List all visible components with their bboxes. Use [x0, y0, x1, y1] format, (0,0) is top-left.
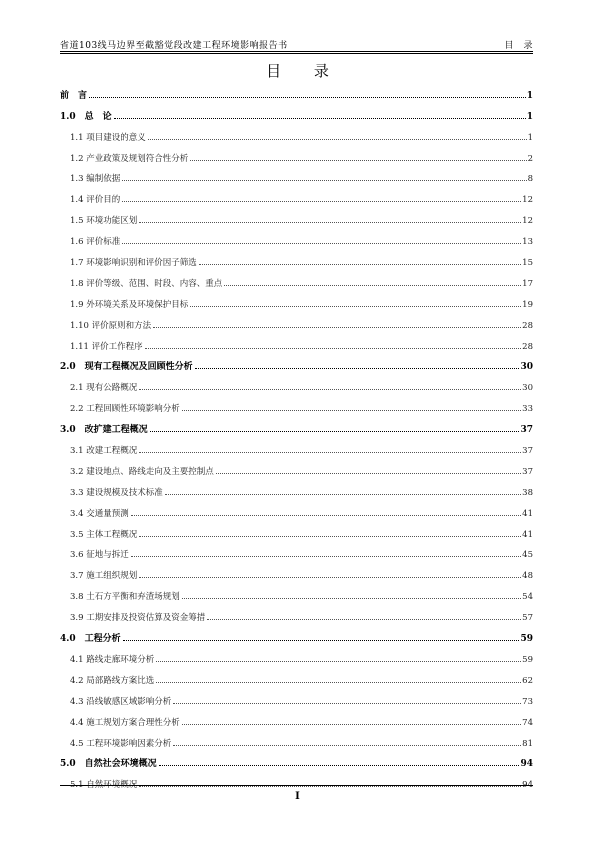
- toc-section-entry[interactable]: [60, 143, 533, 164]
- toc-entry-page: 33: [522, 404, 533, 415]
- toc-entry-page: 54: [522, 592, 533, 603]
- toc-entry-label: 3.8 土石方平衡和弃渣场规划: [70, 592, 180, 603]
- toc-entry-label: 2.0 现有工程概况及回顾性分析: [60, 362, 193, 373]
- footer-rule: [60, 785, 533, 786]
- toc-entry-page: 1: [526, 111, 533, 122]
- toc-section-entry[interactable]: [60, 644, 533, 665]
- toc-dot-leader: [182, 724, 521, 725]
- toc-entry-page: 57: [522, 613, 533, 624]
- toc-entry-page: 81: [522, 738, 533, 749]
- toc-dot-leader: [153, 327, 521, 328]
- toc-entry-page: 17: [522, 278, 533, 289]
- toc-dot-leader: [122, 180, 526, 181]
- toc-entry-label: 1.11 评价工作程序: [70, 341, 143, 352]
- toc-entry-label: 4.3 沿线敏感区域影响分析: [70, 696, 172, 707]
- toc-entry-page: 1: [527, 132, 533, 143]
- toc-dot-leader: [195, 368, 520, 369]
- toc-dot-leader: [182, 410, 521, 411]
- toc-section-entry[interactable]: [60, 665, 533, 686]
- toc-section-entry[interactable]: [60, 393, 533, 414]
- toc-section-entry[interactable]: [60, 435, 533, 456]
- toc-entry-page: 73: [522, 696, 533, 707]
- toc-chapter-entry[interactable]: [60, 101, 533, 122]
- toc-entry-label: 4.1 路线走廊环境分析: [70, 654, 155, 665]
- toc-dot-leader: [131, 556, 521, 557]
- toc-section-entry[interactable]: [60, 519, 533, 540]
- toc-dot-leader: [173, 745, 521, 746]
- toc-dot-leader: [159, 765, 520, 766]
- toc-entry-page: 28: [522, 341, 533, 352]
- toc-chapter-entry[interactable]: [60, 352, 533, 373]
- toc-dot-leader: [148, 139, 527, 140]
- toc-chapter-entry[interactable]: [60, 414, 533, 435]
- toc-entry-page: 12: [522, 195, 533, 206]
- toc-entry-page: 37: [520, 425, 533, 436]
- toc-entry-label: 1.2 产业政策及规划符合性分析: [70, 153, 189, 164]
- toc-dot-leader: [173, 703, 521, 704]
- toc-dot-leader: [165, 494, 521, 495]
- toc-section-entry[interactable]: [60, 247, 533, 268]
- toc-dot-leader: [139, 577, 521, 578]
- toc-entry-page: 41: [522, 508, 533, 519]
- toc-entry-label: 3.0 改扩建工程概况: [60, 425, 148, 436]
- toc-entry-label: 2.1 现有公路概况: [70, 383, 138, 394]
- toc-entry-label: 3.7 施工组织规划: [70, 571, 138, 582]
- toc-entry-page: 94: [520, 759, 533, 770]
- toc-dot-leader: [199, 264, 521, 265]
- header-document-title: 省道103线马边界至截豁觉段改建工程环境影响报告书: [60, 41, 288, 51]
- toc-dot-leader: [139, 452, 521, 453]
- running-header: [60, 38, 533, 52]
- toc-entry-label: 3.6 征地与拆迁: [70, 550, 129, 561]
- toc-section-entry[interactable]: [60, 581, 533, 602]
- toc-entry-label: 3.2 建设地点、路线走向及主要控制点: [70, 466, 214, 477]
- toc-section-entry[interactable]: [60, 728, 533, 749]
- toc-entry-label: 1.1 项目建设的意义: [70, 132, 146, 143]
- toc-section-entry[interactable]: [60, 498, 533, 519]
- toc-entry-page: 1: [526, 90, 533, 101]
- toc-dot-leader: [224, 285, 521, 286]
- toc-entry-page: 30: [520, 362, 533, 373]
- toc-entry-label: 4.2 局部路线方案比选: [70, 675, 155, 686]
- toc-chapter-entry[interactable]: [60, 749, 533, 770]
- toc-entry-page: 37: [522, 466, 533, 477]
- toc-entry-page: 59: [520, 634, 533, 645]
- toc-entry-page: 38: [522, 487, 533, 498]
- toc-section-entry[interactable]: [60, 122, 533, 143]
- toc-section-entry[interactable]: [60, 372, 533, 393]
- toc-section-entry[interactable]: [60, 560, 533, 581]
- toc-entry-page: 74: [522, 717, 533, 728]
- toc-dot-leader: [139, 222, 521, 223]
- toc-entry-label: 前 言: [60, 90, 88, 101]
- toc-entry-page: 94: [522, 780, 533, 791]
- toc-dot-leader: [122, 201, 521, 202]
- toc-section-entry[interactable]: [60, 477, 533, 498]
- toc-dot-leader: [156, 661, 521, 662]
- toc-section-entry[interactable]: [60, 540, 533, 561]
- toc-entry-page: 15: [522, 258, 533, 269]
- toc-entry-page: 37: [522, 446, 533, 457]
- toc-entry-label: 3.4 交通量预测: [70, 508, 129, 519]
- toc-entry-page: 48: [522, 571, 533, 582]
- toc-entry-label: 1.5 环境功能区划: [70, 216, 138, 227]
- table-of-contents: [60, 80, 533, 790]
- toc-entry-label: 5.0 自然社会环境概况: [60, 759, 157, 770]
- toc-entry-label: 1.10 评价原则和方法: [70, 320, 152, 331]
- header-rule-thin: [60, 53, 533, 54]
- toc-section-entry[interactable]: [60, 289, 533, 310]
- toc-section-entry[interactable]: [60, 707, 533, 728]
- toc-dot-leader: [207, 619, 521, 620]
- toc-section-entry[interactable]: [60, 226, 533, 247]
- toc-dot-leader: [139, 389, 521, 390]
- toc-section-entry[interactable]: [60, 184, 533, 205]
- toc-entry-page: 8: [527, 174, 533, 185]
- toc-dot-leader: [114, 118, 526, 119]
- toc-dot-leader: [139, 536, 521, 537]
- toc-entry-label: 3.3 建设规模及技术标准: [70, 487, 163, 498]
- toc-dot-leader: [122, 243, 521, 244]
- toc-entry-label: 1.3 编制依据: [70, 174, 121, 185]
- toc-dot-leader: [190, 306, 521, 307]
- toc-entry-page: 28: [522, 320, 533, 331]
- toc-entry-label: 5.1 自然环境概况: [70, 780, 138, 791]
- toc-dot-leader: [131, 515, 521, 516]
- toc-section-entry[interactable]: [60, 310, 533, 331]
- toc-dot-leader: [139, 786, 521, 787]
- toc-entry-page: 45: [522, 550, 533, 561]
- toc-section-entry[interactable]: [60, 602, 533, 623]
- toc-entry-label: 1.6 评价标准: [70, 237, 121, 248]
- toc-section-entry[interactable]: [60, 331, 533, 352]
- toc-chapter-entry[interactable]: [60, 623, 533, 644]
- toc-chapter-entry[interactable]: [60, 80, 533, 101]
- toc-section-entry[interactable]: [60, 268, 533, 289]
- toc-entry-page: 2: [527, 153, 533, 164]
- toc-entry-page: 30: [522, 383, 533, 394]
- toc-dot-leader: [145, 348, 522, 349]
- toc-entry-label: 3.9 工期安排及投资估算及资金筹措: [70, 613, 206, 624]
- header-rule: [60, 51, 533, 52]
- toc-entry-label: 2.2 工程回顾性环境影响分析: [70, 404, 180, 415]
- toc-entry-label: 1.0 总 论: [60, 111, 112, 122]
- toc-entry-label: 3.1 改建工程概况: [70, 446, 138, 457]
- toc-section-entry[interactable]: [60, 456, 533, 477]
- toc-entry-label: 4.4 施工规划方案合理性分析: [70, 717, 180, 728]
- toc-entry-label: 1.7 环境影响识别和评价因子筛选: [70, 258, 197, 269]
- toc-entry-label: 4.0 工程分析: [60, 634, 121, 645]
- toc-section-entry[interactable]: [60, 205, 533, 226]
- toc-entry-page: 62: [522, 675, 533, 686]
- toc-section-entry[interactable]: [60, 686, 533, 707]
- toc-dot-leader: [89, 97, 526, 98]
- toc-entry-page: 13: [522, 237, 533, 248]
- toc-entry-page: 41: [522, 529, 533, 540]
- toc-entry-label: 1.9 外环境关系及环境保护目标: [70, 299, 189, 310]
- page-title: 目 录: [266, 62, 343, 80]
- toc-dot-leader: [190, 160, 526, 161]
- toc-entry-page: 59: [522, 654, 533, 665]
- toc-dot-leader: [150, 431, 520, 432]
- toc-dot-leader: [182, 598, 521, 599]
- toc-dot-leader: [123, 640, 520, 641]
- toc-entry-label: 1.8 评价等级、范围、时段、内容、重点: [70, 278, 223, 289]
- toc-section-entry[interactable]: [60, 164, 533, 185]
- toc-entry-page: 12: [522, 216, 533, 227]
- toc-section-entry[interactable]: [60, 769, 533, 790]
- toc-entry-label: 1.4 评价目的: [70, 195, 121, 206]
- toc-dot-leader: [216, 473, 521, 474]
- toc-dot-leader: [156, 682, 521, 683]
- toc-entry-label: 3.5 主体工程概况: [70, 529, 138, 540]
- page-number: I: [295, 791, 300, 802]
- header-section-name: 目 录: [504, 41, 533, 51]
- toc-entry-page: 19: [522, 299, 533, 310]
- toc-entry-label: 4.5 工程环境影响因素分析: [70, 738, 172, 749]
